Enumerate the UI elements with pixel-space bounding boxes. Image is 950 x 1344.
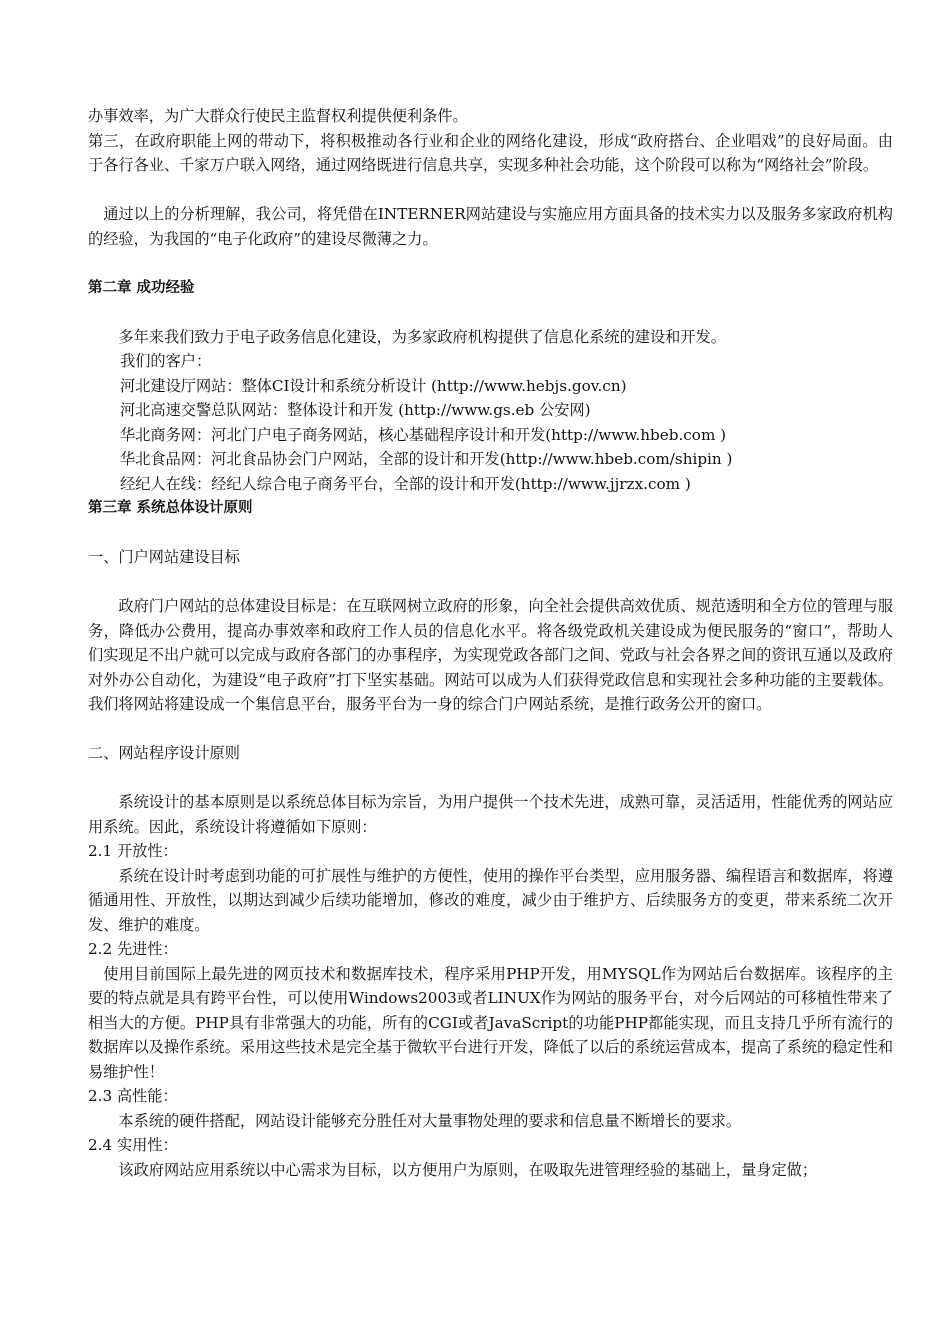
principle-body-openness: 系统在设计时考虑到功能的可扩展性与维护的方便性，使用的操作平台类型，应用服务器、编程语言和数据库，将遵循通用性、开放性，以期达到减少后续功能增加，修改的难度，减少由于维护方、后续服务方的变更，带来系统二次开发、维护的难度。 [88,866,893,934]
client-list [88,349,893,496]
principle-body-practicality: 该政府网站应用系统以中心需求为目标，以方便用户为原则，在吸取先进管理经验的基础上，量身定做； [118,1160,818,1179]
principle-label-practicality: 2.4 实用性： [88,1136,178,1154]
principle-body-performance: 本系统的硬件搭配，网站设计能够充分胜任对大量事物处理的要求和信息量不断增长的要求。 [118,1111,742,1130]
principle-body-advanced: 使用目前国际上最先进的网页技术和数据库技术，程序采用PHP开发，用MYSQL作为网站后台数据库。该程序的主要的特点就是具有跨平台性，可以使用Windows2003或者LINUX作为网站的服务平台，对今后网站的可移植性带来了相当大的方便。PHP具有非常强大的功能，所有的CGI或者JavaScript的功能PHP都能实现，而且支持几乎所有流行的数据库以及操作系统。采用这些技术是完全基于微软平台进行开发，降低了以后的系统运营成本，提高了系统的稳定性和易维护性！ [88,964,893,1081]
section-1-body: 政府门户网站的总体建设目标是：在互联网树立政府的形象，向全社会提供高效优质、规范透明和全方位的管理与服务，降低办公费用，提高办事效率和政府工作人员的信息化水平。将各级党政机关建设成为便民服务的“窗口”，帮助人们实现足不出户就可以完成与政府各部门的办事程序，为实现党政各部门之间、党政与社会各界之间的资讯互通以及政府对外办公自动化，为建设“电子政府”打下坚实基础。网站可以成为人们获得党政信息和实现社会多种功能的主要载体。我们将网站将建设成一个集信息平台，服务平台为一身的综合门户网站系统，是推行政务公开的窗口。 [88,597,893,713]
client-item: 华北商务网：河北门户电子商务网站，核心基础程序设计和开发(http://www.hbeb.com ) [120,425,727,444]
clients-label: 我们的客户： [120,352,212,370]
spacer [88,178,893,203]
client-item: 河北建设厅网站：整体CI设计和系统分析设计 (http://www.hebjs.gov.cn) [120,376,627,395]
section-1-title: 一、门户网站建设目标 [88,548,240,566]
section-2-title: 二、网站程序设计原则 [88,744,240,762]
spacer [88,766,893,791]
section-2-intro: 系统设计的基本原则是以系统总体目标为宗旨，为用户提供一个技术先进，成熟可靠，灵活适用，性能优秀的网站应用系统。因此，系统设计将遵循如下原则： [88,793,893,836]
chapter-2-title: 第二章 成功经验 [88,279,195,296]
chapter-3-title: 第三章 系统总体设计原则 [88,500,253,516]
intro-paragraph-1: 办事效率，为广大群众行使民主监督权利提供便利条件。 [88,107,468,125]
document-page [88,104,893,1182]
spacer [88,717,893,742]
client-item: 华北食品网：河北食品协会门户网站，全部的设计和开发(http://www.hbeb.com/shipin ) [120,450,733,468]
principle-label-performance: 2.3 高性能： [88,1087,178,1105]
spacer [88,300,893,325]
principle-label-advanced: 2.2 先进性： [88,940,178,958]
principle-label-openness: 2.1 开放性： [88,842,178,860]
intro-paragraph-3: 通过以上的分析理解，我公司，将凭借在INTERNER网站建设与实施应用方面具备的技术实力以及服务多家政府机构的经验，为我国的“电子化政府”的建设尽微薄之力。 [88,205,893,248]
spacer [88,251,893,276]
client-item: 经纪人在线：经纪人综合电子商务平台，全部的设计和开发(http://www.jjrzx.com ) [120,474,691,493]
chapter-2-intro: 多年来我们致力于电子政务信息化建设，为多家政府机构提供了信息化系统的建设和开发。 [118,327,726,346]
spacer [88,521,893,546]
spacer [88,570,893,595]
client-item: 河北高速交警总队网站：整体设计和开发 (http://www.gs.eb 公安网) [120,401,591,419]
intro-paragraph-2: 第三，在政府职能上网的带动下，将积极推动各行业和企业的网络化建设，形成“政府搭台、企业唱戏”的良好局面。由于各行各业、千家万户联入网络，通过网络既进行信息共享，实现多种社会功能，这个阶段可以称为“网络社会”阶段。 [88,131,893,174]
